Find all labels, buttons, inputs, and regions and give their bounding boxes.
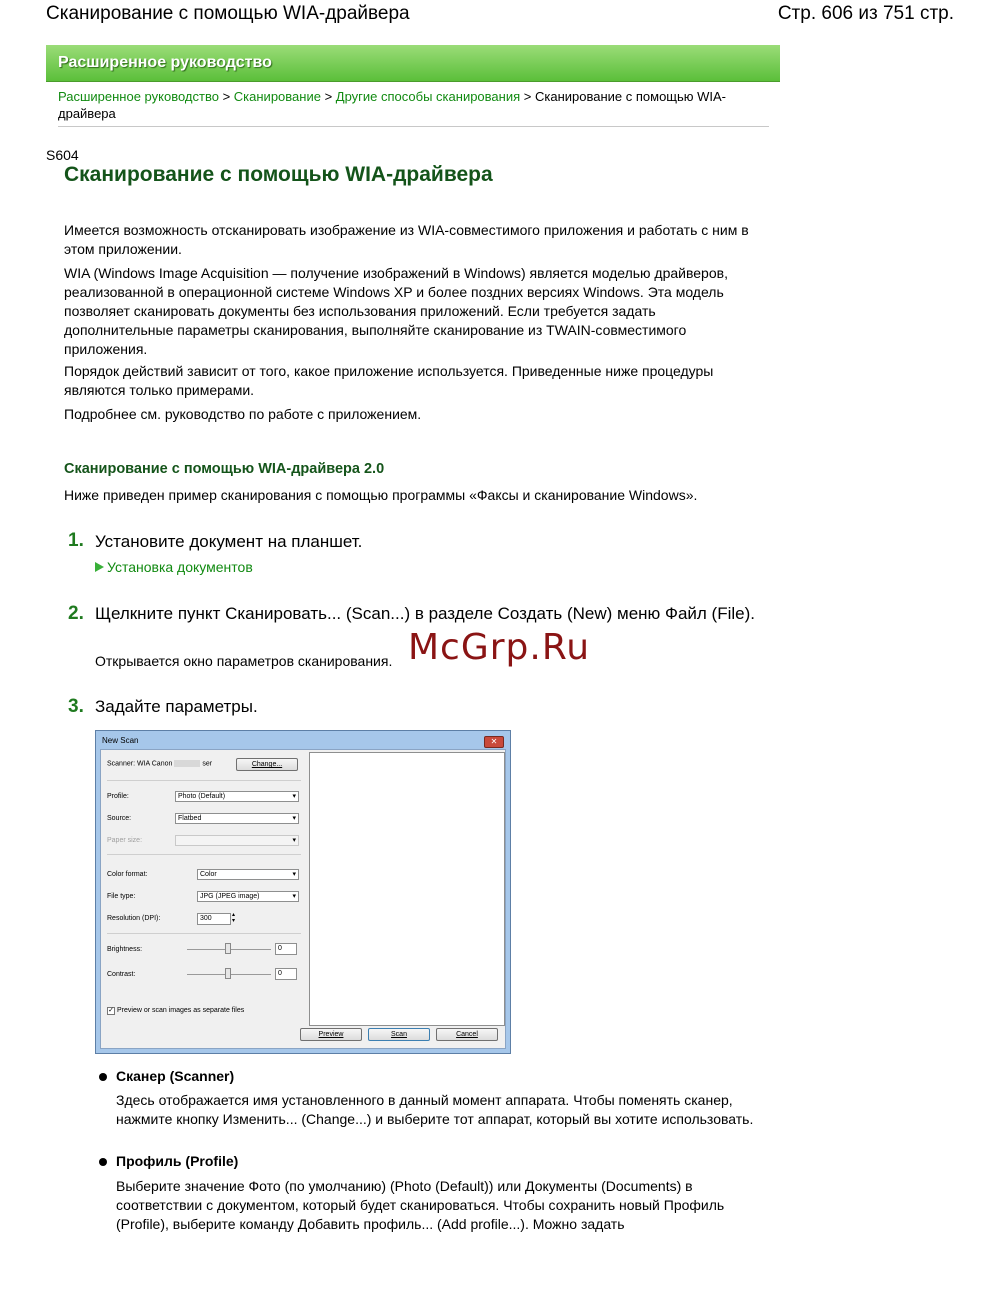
breadcrumb-separator: >: [222, 89, 231, 104]
profile-select[interactable]: Photo (Default) ▾: [175, 791, 299, 802]
resolution-input[interactable]: 300: [197, 913, 231, 925]
breadcrumb-separator: >: [523, 89, 532, 104]
intro-paragraph: Порядок действий зависит от того, какое приложение используется. Приведенные ниже процедуры являются только примерами.: [64, 363, 714, 398]
source-label: Source:: [107, 815, 132, 822]
item-heading: Сканер (Scanner): [116, 1068, 235, 1084]
step-number: 1.: [68, 530, 84, 551]
brightness-slider-thumb[interactable]: [225, 943, 231, 954]
item-text: Здесь отображается имя установленного в данный момент аппарата. Чтобы поменять сканер, нажмите кнопку Изменить... (Change...) и выберите тот аппарат, который вы хотите использовать.: [116, 1092, 754, 1127]
file-type-label: File type:: [107, 893, 136, 900]
brightness-label: Brightness:: [107, 946, 143, 953]
contrast-label: Contrast:: [107, 971, 136, 978]
file-type-select[interactable]: JPG (JPEG image) ▾: [197, 891, 299, 902]
preview-button[interactable]: Preview: [300, 1028, 362, 1041]
page-title: Сканирование с помощью WIA-драйвера: [64, 163, 493, 186]
close-icon[interactable]: ✕: [484, 736, 504, 748]
dialog-body: [100, 749, 506, 1049]
watermark: McGrp.Ru: [408, 627, 591, 668]
page-number: Стр. 606 из 751 стр.: [777, 3, 954, 24]
separate-files-label: Preview or scan images as separate files: [117, 1007, 245, 1014]
link-load-documents[interactable]: [95, 559, 253, 575]
breadcrumb-link-scanning[interactable]: Сканирование: [233, 89, 321, 104]
intro-paragraph: Имеется возможность отсканировать изображение из WIA-совместимого приложения и работать с ним в этом приложении.: [64, 222, 749, 257]
cancel-button[interactable]: Cancel: [436, 1028, 498, 1041]
section-text: Ниже приведен пример сканирования с помощью программы «Факсы и сканирование Windows».: [64, 487, 698, 503]
breadcrumb-divider: [58, 126, 769, 127]
breadcrumb: [58, 88, 758, 122]
step-text: Задайте параметры.: [95, 697, 258, 716]
paper-size-label: Paper size:: [107, 837, 143, 844]
breadcrumb-current: Сканирование с помощью WIA-драйвера: [58, 89, 727, 121]
page-code: S604: [46, 147, 79, 163]
bullet-icon: [99, 1158, 107, 1166]
resolution-label: Resolution (DPI):: [107, 915, 161, 922]
preview-area: [309, 752, 505, 1026]
breadcrumb-link-advanced-guide[interactable]: Расширенное руководство: [58, 89, 219, 104]
arrow-right-icon: [95, 562, 104, 572]
section-title: Сканирование с помощью WIA-драйвера 2.0: [64, 461, 385, 477]
banner-label: Расширенное руководство: [58, 54, 272, 71]
intro-paragraph: Подробнее см. руководство по работе с приложением.: [64, 406, 422, 422]
page-header-title: Сканирование с помощью WIA-драйвера: [46, 3, 410, 24]
contrast-input[interactable]: 0: [275, 968, 297, 980]
breadcrumb-link-other-methods[interactable]: Другие способы сканирования: [335, 89, 521, 104]
dialog-title: New Scan: [102, 736, 139, 745]
step-number: 3.: [68, 696, 84, 717]
contrast-slider-thumb[interactable]: [225, 968, 231, 979]
item-text: Выберите значение Фото (по умолчанию) (Photo (Default)) или Документы (Documents) в соответствии с документом, который будет сканироваться. Чтобы сохранить новый Профиль (Profile), выберите команду Добавить профиль... (Add profile...). Можно задать: [116, 1178, 725, 1232]
resolution-spinner-icon[interactable]: ▴ ▾: [232, 912, 236, 924]
new-scan-dialog: [95, 730, 511, 1054]
separator: [107, 854, 301, 855]
separate-files-checkbox[interactable]: ✓: [108, 1007, 114, 1014]
color-format-select[interactable]: Color ▾: [197, 869, 299, 880]
source-select[interactable]: Flatbed ▾: [175, 813, 299, 824]
step-text: Установите документ на планшет.: [95, 532, 363, 551]
item-heading: Профиль (Profile): [116, 1153, 239, 1169]
color-format-label: Color format:: [107, 871, 148, 878]
intro-paragraph: WIA (Windows Image Acquisition — получение изображений в Windows) является моделью драйверов, реализованной в операционной системе Windows XP и более поздних версиях Windows. Эта модель позволяет сканировать документы без использования приложений. Если требуется задать дополнительные параметры сканирования, выполняйте сканирование из TWAIN-совместимого приложения.: [64, 265, 728, 357]
scanner-label: Scanner: WIA Canon ser: [107, 760, 213, 768]
scan-button[interactable]: Scan: [368, 1028, 430, 1041]
step-note: Открывается окно параметров сканирования.: [95, 653, 393, 669]
link-label: Установка документов: [107, 559, 253, 575]
brightness-input[interactable]: 0: [275, 943, 297, 955]
change-button[interactable]: Change...: [236, 758, 298, 771]
profile-label: Profile:: [107, 793, 129, 800]
section-banner: [46, 45, 780, 82]
breadcrumb-separator: >: [324, 89, 333, 104]
step-number: 2.: [68, 603, 84, 624]
paper-size-select[interactable]: [175, 835, 299, 846]
separator: [107, 933, 301, 934]
bullet-icon: [99, 1073, 107, 1081]
step-text: Щелкните пункт Сканировать... (Scan...) в разделе Создать (New) меню Файл (File).: [95, 604, 755, 623]
separator: [107, 780, 301, 781]
